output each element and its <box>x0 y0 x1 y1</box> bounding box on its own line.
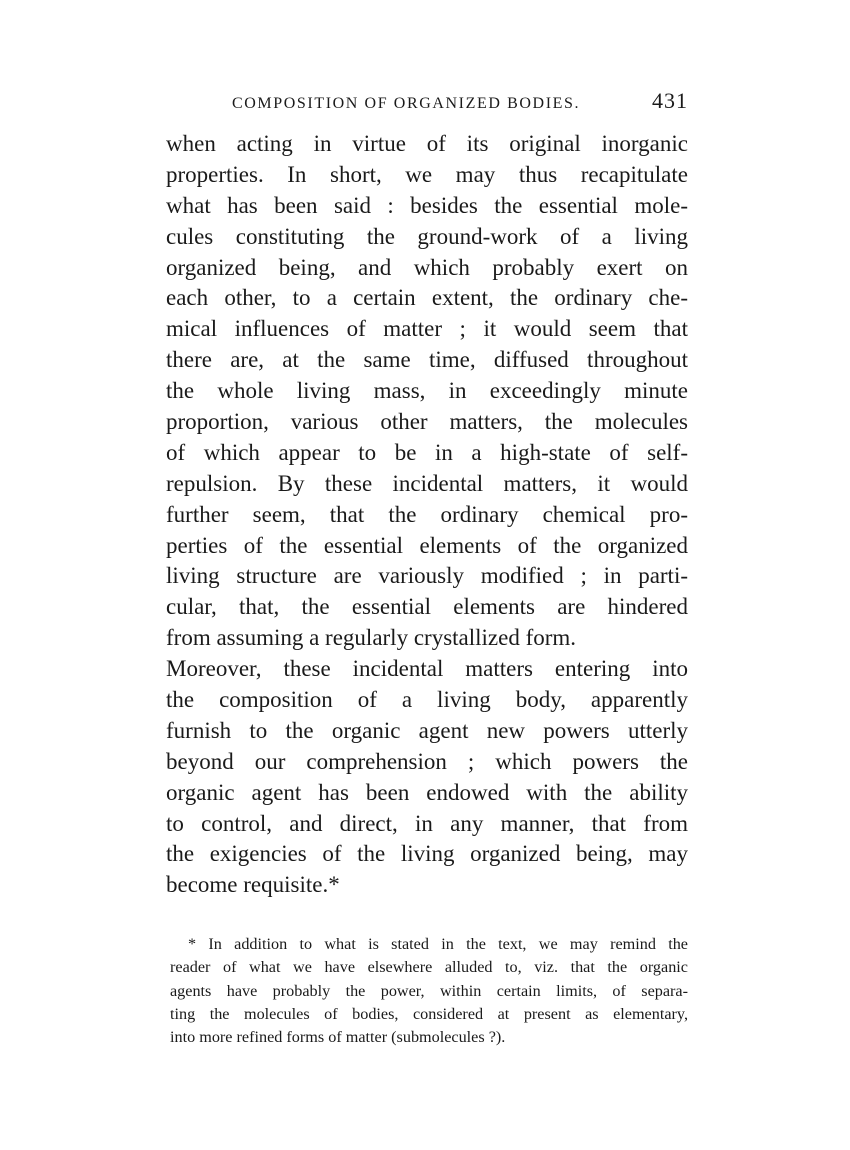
footnote-line: reader of what we have elsewhere alluded to, viz. that the organic <box>170 958 688 977</box>
footnote-line: ting the molecules of bodies, considered at present as elementary, <box>170 1004 688 1023</box>
footnote <box>170 933 688 1049</box>
body-line: to control, and direct, in any manner, that from <box>166 810 688 836</box>
footnote-line: agents have probably the power, within certain limits, of separa- <box>170 981 688 1000</box>
body-line: perties of the essential elements of the organized <box>166 532 688 558</box>
body-line: organized being, and which probably exert on <box>166 254 688 280</box>
body-line: the exigencies of the living organized being, may <box>166 841 688 867</box>
footnote-line: * In addition to what is stated in the text, we may remind the <box>188 935 688 953</box>
body-line: organic agent has been endowed with the ability <box>166 779 688 805</box>
body-line: become requisite.* <box>166 872 340 898</box>
body-line: what has been said : besides the essential mole- <box>166 192 688 218</box>
body-line: further seem, that the ordinary chemical pro- <box>166 501 688 527</box>
body-line: each other, to a certain extent, the ordinary che- <box>166 285 688 311</box>
body-line: from assuming a regularly crystallized form. <box>166 625 577 651</box>
body-line: furnish to the organic agent new powers utterly <box>166 717 688 743</box>
body-line: living structure are variously modified ; in parti- <box>166 563 688 589</box>
body-line: when acting in virtue of its original inorganic <box>166 131 688 156</box>
page-number: 431 <box>652 88 688 113</box>
body-text <box>166 129 688 901</box>
running-title: COMPOSITION OF ORGANIZED BODIES. <box>232 95 581 112</box>
body-line: cular, that, the essential elements are hindered <box>166 594 688 620</box>
body-line: the composition of a living body, apparently <box>166 687 688 713</box>
body-line: mical influences of matter ; it would seem that <box>166 316 688 342</box>
footnote-line: into more refined forms of matter (submolecules ?). <box>170 1028 506 1047</box>
body-line: cules constituting the ground-work of a living <box>166 223 688 249</box>
body-line: the whole living mass, in exceedingly minute <box>166 378 688 404</box>
body-line: proportion, various other matters, the molecules <box>166 409 688 435</box>
body-line: there are, at the same time, diffused throughout <box>166 347 688 373</box>
body-line: properties. In short, we may thus recapitulate <box>166 161 688 187</box>
body-line: repulsion. By these incidental matters, it would <box>166 470 688 496</box>
running-head <box>232 88 688 118</box>
body-line: Moreover, these incidental matters entering into <box>166 656 688 682</box>
body-line: beyond our comprehension ; which powers the <box>166 748 688 774</box>
body-line: of which appear to be in a high-state of self- <box>166 439 688 465</box>
